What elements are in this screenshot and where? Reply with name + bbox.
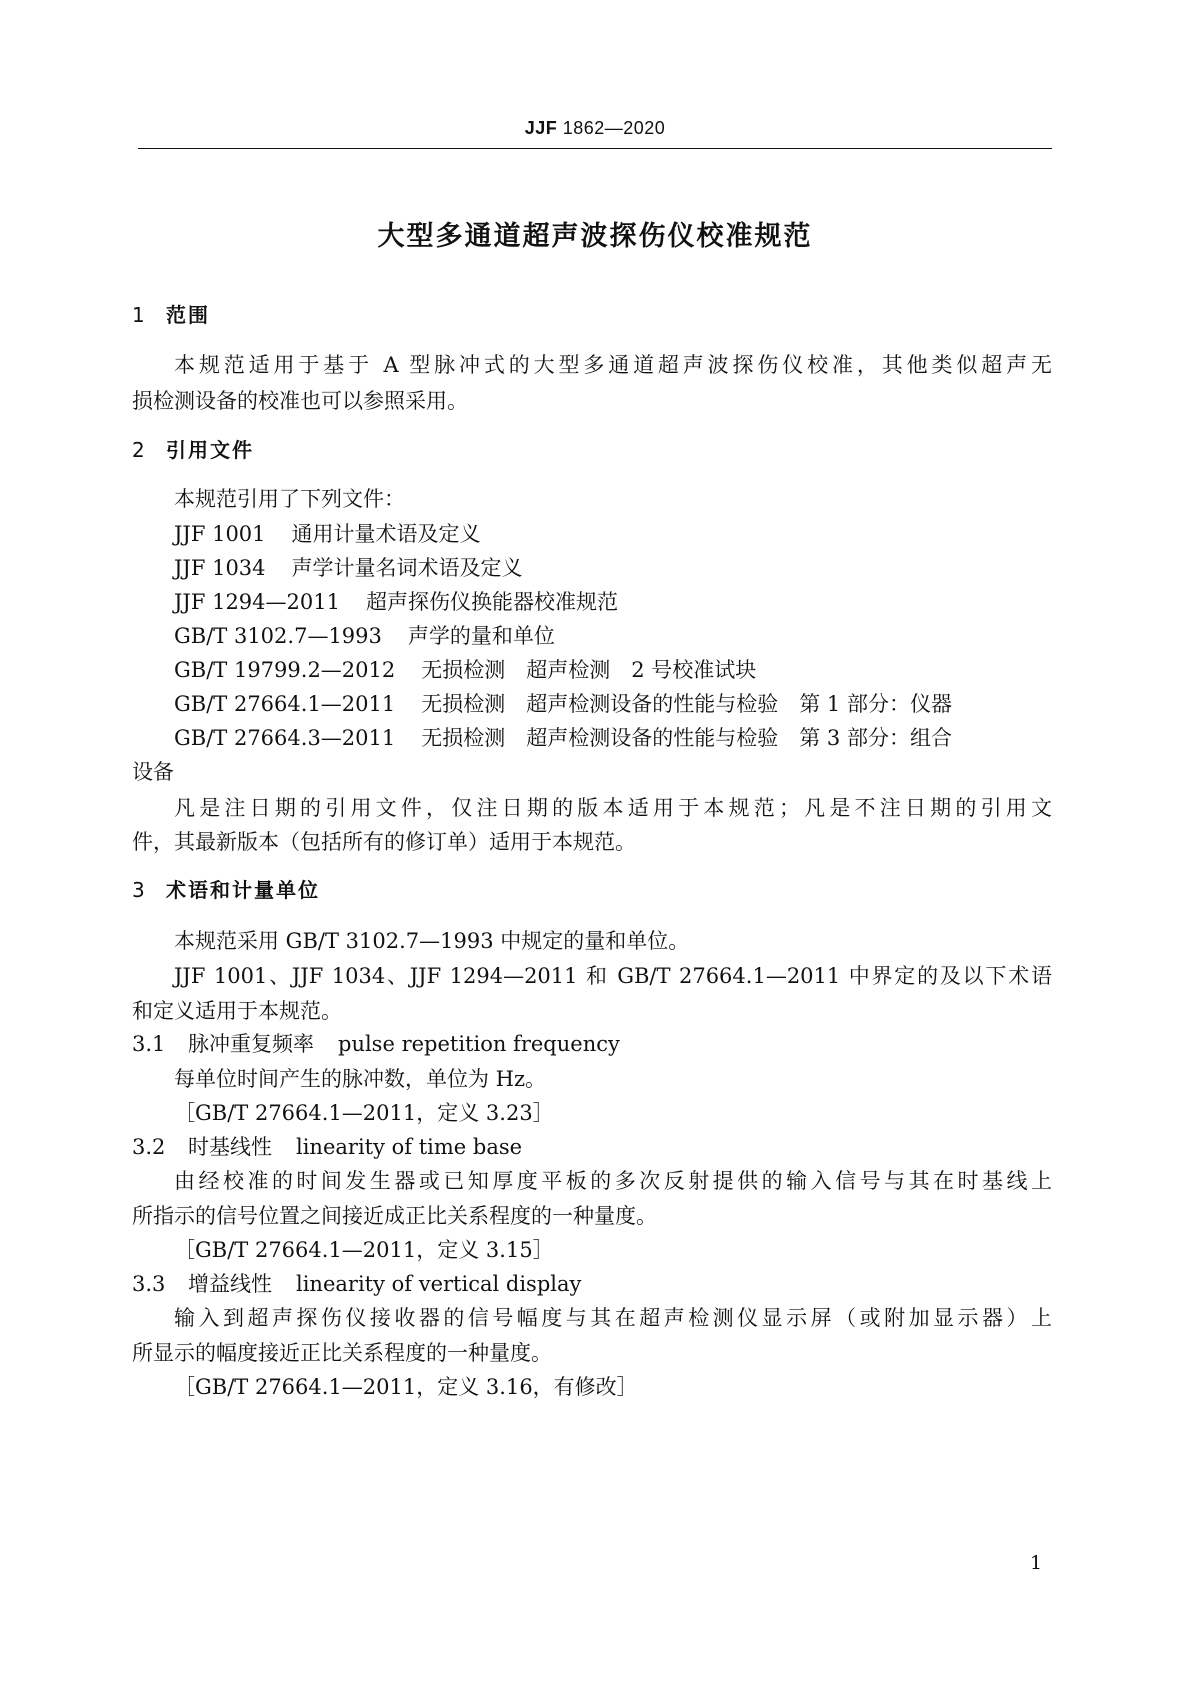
section-2-heading: [132, 437, 254, 463]
header-rule: [138, 148, 1052, 149]
section-1-heading: [132, 302, 210, 328]
section-3-paragraph-2-line-2: 和定义适用于本规范。: [132, 999, 342, 1023]
reference-item: [174, 725, 952, 751]
term-definition-continuation: 所指示的信号位置之间接近成正比关系程度的一种量度。: [132, 1204, 657, 1228]
term-english: linearity of vertical display: [296, 1272, 582, 1296]
reference-code: GB/T 27664.3—2011: [174, 726, 396, 750]
standard-code-prefix: JJF: [524, 118, 558, 138]
references-intro: 本规范引用了下列文件：: [174, 487, 405, 511]
references-note-line-2: 件，其最新版本（包括所有的修订单）适用于本规范。: [132, 830, 636, 854]
reference-code: JJF 1001: [174, 522, 266, 546]
section-1-paragraph-line-2: 损检测设备的校准也可以参照采用。: [132, 389, 468, 413]
term-source: ［GB/T 27664.1—2011，定义 3.15］: [174, 1238, 554, 1262]
term-heading: [132, 1031, 620, 1057]
term-definition-continuation: 所显示的幅度接近正比关系程度的一种量度。: [132, 1341, 552, 1365]
reference-title: 无损检测 超声检测设备的性能与检验 第 3 部分：组合: [421, 726, 952, 750]
document-title: 大型多通道超声波探伤仪校准规范: [377, 221, 813, 252]
reference-code: JJF 1034: [174, 556, 266, 580]
references-note-line-1: 凡是注日期的引用文件，仅注日期的版本适用于本规范；凡是不注日期的引用文: [174, 796, 1052, 820]
reference-item: [174, 555, 523, 581]
reference-item-continuation: 设备: [132, 760, 174, 784]
section-title: 引用文件: [166, 438, 254, 462]
term-chinese: 脉冲重复频率: [188, 1032, 314, 1056]
reference-code: GB/T 3102.7—1993: [174, 624, 382, 648]
reference-item: [174, 589, 618, 615]
reference-title: 超声探伤仪换能器校准规范: [365, 590, 618, 614]
term-heading: [132, 1134, 522, 1160]
reference-title: 无损检测 超声检测 2 号校准试块: [421, 658, 757, 682]
reference-title: 无损检测 超声检测设备的性能与检验 第 1 部分：仪器: [421, 692, 952, 716]
reference-item: [174, 691, 952, 717]
reference-item: [174, 657, 756, 683]
term-chinese: 时基线性: [188, 1135, 272, 1159]
standard-code-number: 1862—2020: [557, 118, 666, 138]
page-number: 1: [1030, 1552, 1043, 1574]
reference-code: GB/T 19799.2—2012: [174, 658, 396, 682]
section-3-heading: [132, 877, 320, 903]
section-1-paragraph-line-1: 本规范适用于基于 A 型脉冲式的大型多通道超声波探伤仪校准，其他类似超声无: [174, 353, 1052, 377]
reference-title: 通用计量术语及定义: [291, 522, 481, 546]
reference-item: [174, 521, 481, 547]
term-number: 3.3: [132, 1272, 166, 1296]
term-heading: [132, 1271, 581, 1297]
section-title: 范围: [166, 303, 210, 327]
section-number: 3: [132, 878, 145, 902]
reference-title: 声学的量和单位: [407, 624, 555, 648]
reference-code: GB/T 27664.1—2011: [174, 692, 396, 716]
term-number: 3.1: [132, 1032, 166, 1056]
section-3-paragraph-2-line-1: JJF 1001、JJF 1034、JJF 1294—2011 和 GB/T 27664.1—2011 中界定的及以下术语: [174, 964, 1052, 988]
term-definition: 输入到超声探伤仪接收器的信号幅度与其在超声检测仪显示屏（或附加显示器）上: [174, 1306, 1052, 1330]
running-header: [138, 118, 1052, 139]
term-number: 3.2: [132, 1135, 166, 1159]
term-definition: 由经校准的时间发生器或已知厚度平板的多次反射提供的输入信号与其在时基线上: [174, 1169, 1052, 1193]
term-english: pulse repetition frequency: [338, 1032, 620, 1056]
term-english: linearity of time base: [296, 1135, 523, 1159]
term-source: ［GB/T 27664.1—2011，定义 3.16，有修改］: [174, 1375, 638, 1399]
section-3-paragraph-1: 本规范采用 GB/T 3102.7—1993 中规定的量和单位。: [174, 929, 690, 953]
section-number: 2: [132, 438, 145, 462]
term-source: ［GB/T 27664.1—2011，定义 3.23］: [174, 1101, 554, 1125]
reference-code: JJF 1294—2011: [174, 590, 340, 614]
term-definition: 每单位时间产生的脉冲数，单位为 Hz。: [174, 1067, 547, 1091]
section-title: 术语和计量单位: [166, 878, 320, 902]
reference-title: 声学计量名词术语及定义: [291, 556, 523, 580]
section-number: 1: [132, 303, 145, 327]
term-chinese: 增益线性: [188, 1272, 272, 1296]
reference-item: [174, 623, 555, 649]
